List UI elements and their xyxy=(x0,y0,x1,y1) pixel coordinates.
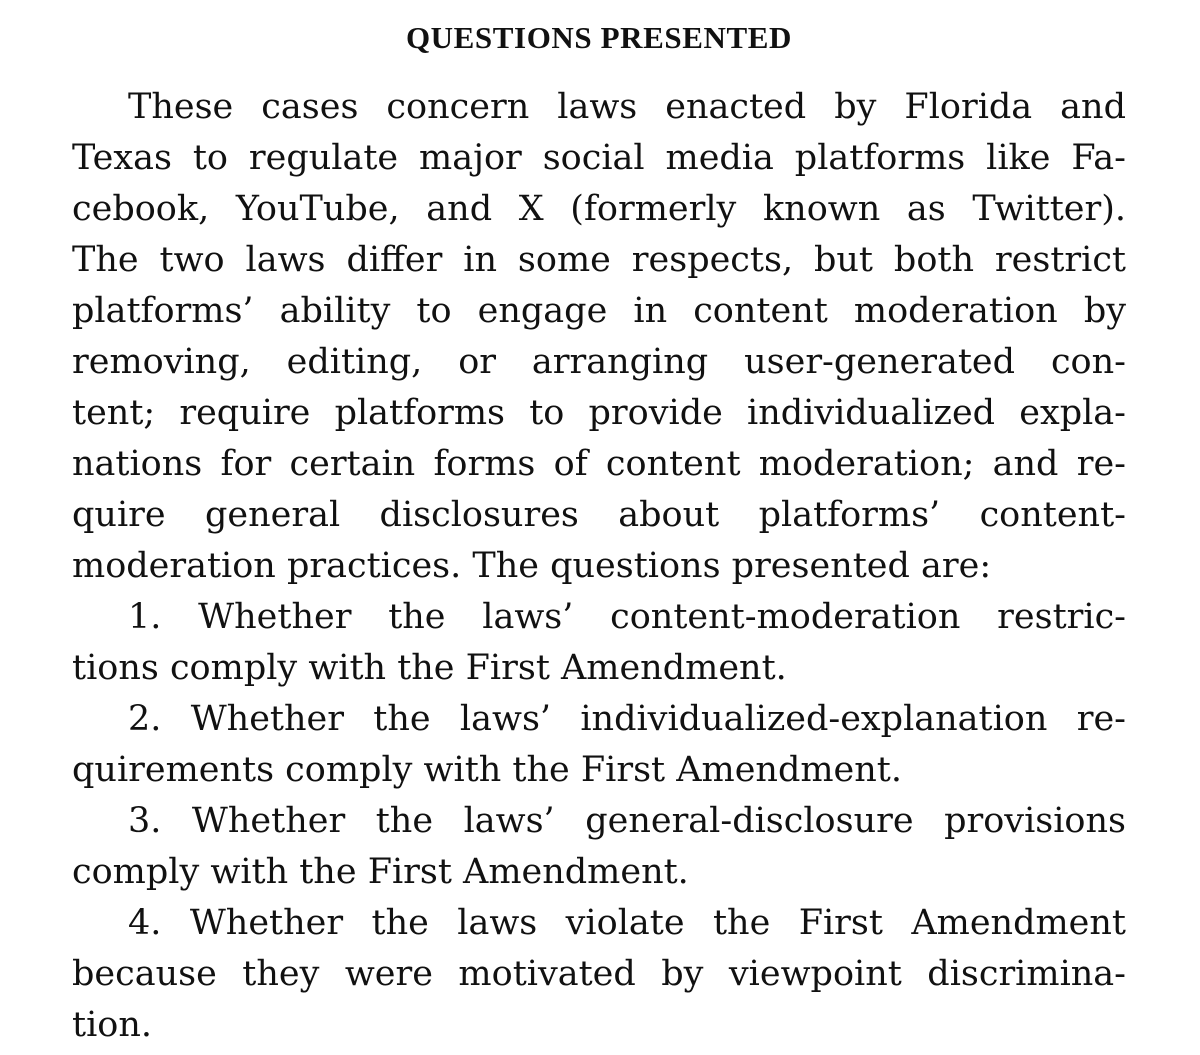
question-line: because they were motivated by viewpoint discrimina- xyxy=(72,954,1126,994)
intro-line: Texas to regulate major social media platforms like Fa- xyxy=(72,138,1126,178)
intro-line: cebook, YouTube, and X (formerly known as Twitter). xyxy=(72,189,1126,229)
question-line: 4. Whether the laws violate the First Amendment xyxy=(128,903,1126,943)
question-line: comply with the First Amendment. xyxy=(72,852,689,892)
question-3 xyxy=(72,796,1126,898)
document-page xyxy=(72,0,1126,1051)
question-line: 2. Whether the laws’ individualized-explanation re- xyxy=(128,699,1126,739)
intro-line: nations for certain forms of content moderation; and re- xyxy=(72,444,1126,484)
question-line: quirements comply with the First Amendment. xyxy=(72,750,902,790)
question-1 xyxy=(72,592,1126,694)
intro-line: The two laws differ in some respects, but both restrict xyxy=(72,240,1126,280)
intro-line: These cases concern laws enacted by Florida and xyxy=(128,87,1126,127)
question-line: 3. Whether the laws’ general-disclosure provisions xyxy=(128,801,1126,841)
question-2 xyxy=(72,694,1126,796)
intro-paragraph xyxy=(72,82,1126,592)
section-heading: QUESTIONS PRESENTED xyxy=(405,20,793,55)
intro-line: removing, editing, or arranging user-generated con- xyxy=(72,342,1126,382)
question-4 xyxy=(72,898,1126,1051)
intro-line: moderation practices. The questions presented are: xyxy=(72,546,992,586)
intro-line: quire general disclosures about platforms’ content- xyxy=(72,495,1126,535)
question-line: tion. xyxy=(72,1005,152,1045)
intro-line: tent; require platforms to provide individualized expla- xyxy=(72,393,1126,433)
intro-line: platforms’ ability to engage in content moderation by xyxy=(72,291,1126,331)
question-line: 1. Whether the laws’ content-moderation restric- xyxy=(128,597,1126,637)
question-line: tions comply with the First Amendment. xyxy=(72,648,787,688)
